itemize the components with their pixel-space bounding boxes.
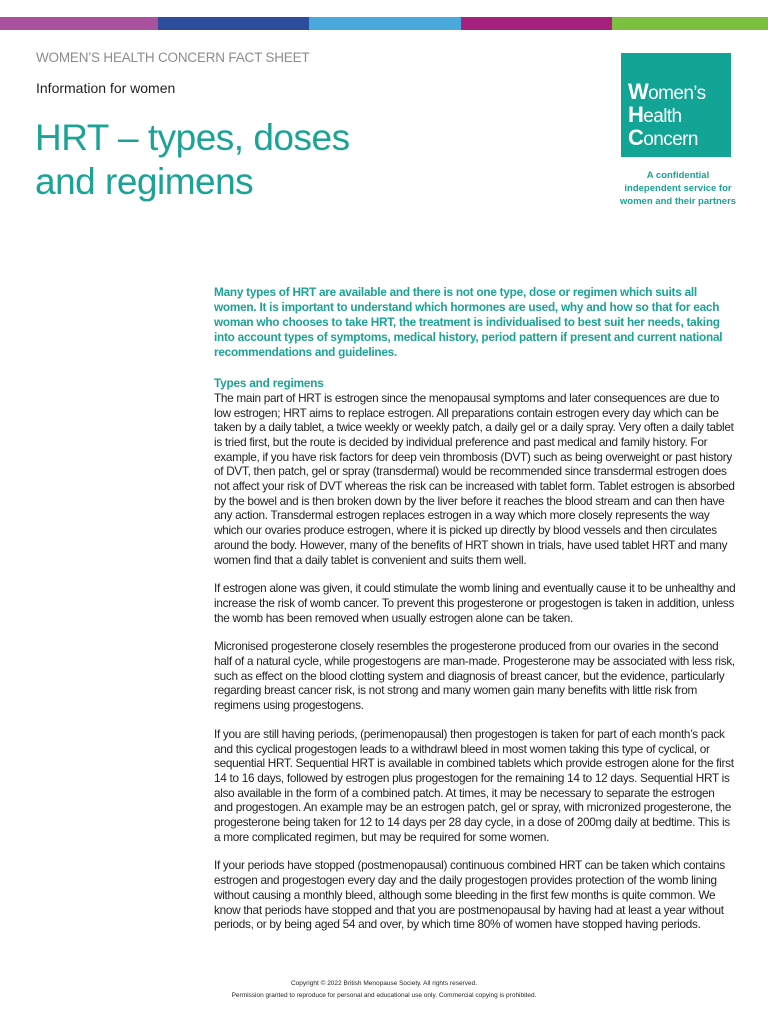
tagline-line-3: women and their partners — [619, 196, 737, 207]
womens-health-concern-logo — [621, 53, 731, 157]
stripe-segment-magenta — [461, 17, 612, 30]
logo-tagline — [604, 169, 752, 208]
logo-line-womens: Women’s — [628, 79, 706, 104]
logo-line-concern: Concern — [628, 125, 698, 150]
body-paragraph-3: Micronised progesterone closely resembles the progesterone produced from our ovaries in the second half of a natural cycle, while progestogens are man-made. Progesterone may be associated with less risk, such as effect on the blood clotting system and diagnosis of breast cancer, but the evidence, particularly regarding breast cancer risk, is not strong and many women gain many benefits with little risk from regimens using progestogens. — [214, 639, 735, 713]
stripe-segment-sky — [309, 17, 461, 30]
page-footer — [0, 978, 768, 1002]
body-paragraph-2: If estrogen alone was given, it could stimulate the womb lining and eventually cause it to be unhealthy and increase the risk of womb cancer. To prevent this progesterone or progestogen is taken in addition, unless the womb has been removed when usually estrogen alone can be taken. — [214, 581, 736, 625]
title-line-2: and regimens — [35, 161, 254, 202]
main-content — [214, 285, 736, 946]
page-subtitle: Information for women — [36, 80, 176, 96]
intro-paragraph: Many types of HRT are available and there is not one type, dose or regimen which suits all women. It is important to understand which hormones are used, why and how so that for each woman who chooses to take HRT, the treatment is individualised to best suit her needs, taking into account types of symptoms, medical history, period pattern if present and current national recommendations and guidelines. — [214, 285, 723, 359]
copyright-notice: Copyright © 2022 British Menopause Society. All rights reserved. — [290, 980, 478, 987]
body-paragraph-4: If you are still having periods, (perimenopausal) then progestogen is taken for part of each month’s pack and this cyclical progestogen leads to a withdrawl bleed in most women taking this type of cyclical, or sequential HRT. Sequential HRT is available in combined tablets which provide estrogen alone for the first 14 to 16 days, followed by estrogen plus progestogen for the remaining 14 to 12 days. Sequential HRT is also available in the form of a combined patch. At times, it may be necessary to separate the estrogen and progestogen. An example may be an estrogen patch, gel or spray, with micronized progesterone, the progesterone being taken for 12 to 14 days per 28 day cycle, in a dose of 200mg daily at bedtime. This is a more complicated regimen, but may be required for some women. — [214, 726, 734, 844]
series-label: WOMEN’S HEALTH CONCERN FACT SHEET — [36, 50, 310, 65]
stripe-segment-green — [612, 17, 768, 30]
color-stripe — [0, 17, 768, 30]
title-line-1: HRT – types, doses — [35, 117, 350, 158]
page-title — [35, 116, 350, 204]
stripe-segment-purple — [0, 17, 158, 30]
permission-notice: Permission granted to reproduce for personal and educational use only. Commercial copying is prohibited. — [231, 992, 537, 999]
tagline-line-2: independent service for — [624, 183, 732, 194]
stripe-segment-navy — [158, 17, 309, 30]
body-paragraph-5: If your periods have stopped (postmenopausal) continuous combined HRT can be taken which contains estrogen and progestogen every day and the daily progestogen provides protection of the womb lining without causing a monthly bleed, although some bleeding in the first few months is quite common. We know that periods have stopped and that you are postmenopausal by having had at least a year without periods, or by being aged 54 and over, by which time 80% of women have stopped having periods. — [214, 858, 725, 932]
section-heading: Types and regimens — [214, 376, 324, 390]
logo-line-health: Health — [628, 102, 682, 127]
body-paragraph-1: The main part of HRT is estrogen since the menopausal symptoms and later consequences are due to low estrogen; HRT aims to replace estrogen. All preparations contain estrogen every day which can be taken by a daily tablet, a twice weekly or weekly patch, a daily gel or a daily spray. Very often a daily tablet is tried first, but the route is decided by individual preference and past medical and family history. For example, if you have risk factors for deep vein thrombosis (DVT) such as being overweight or past history of DVT, then patch, gel or spray (transdermal) would be recommended since transdermal estrogen does not affect your risk of DVT whereas the risk can be increased with tablet form. Tablet estrogen is absorbed by the bowel and is then broken down by the liver before it reaches the blood stream and can then have any action. Transdermal estrogen replaces estrogen in a way which more closely represents the way which our ovaries produce estrogen, where it is picked up directly by blood vessels and then circulates around the body. However, many of the benefits of HRT shown in trials, have used tablet HRT and many women find that a daily tablet is convenient and suits them well. — [214, 390, 735, 567]
tagline-line-1: A confidential — [646, 170, 710, 181]
